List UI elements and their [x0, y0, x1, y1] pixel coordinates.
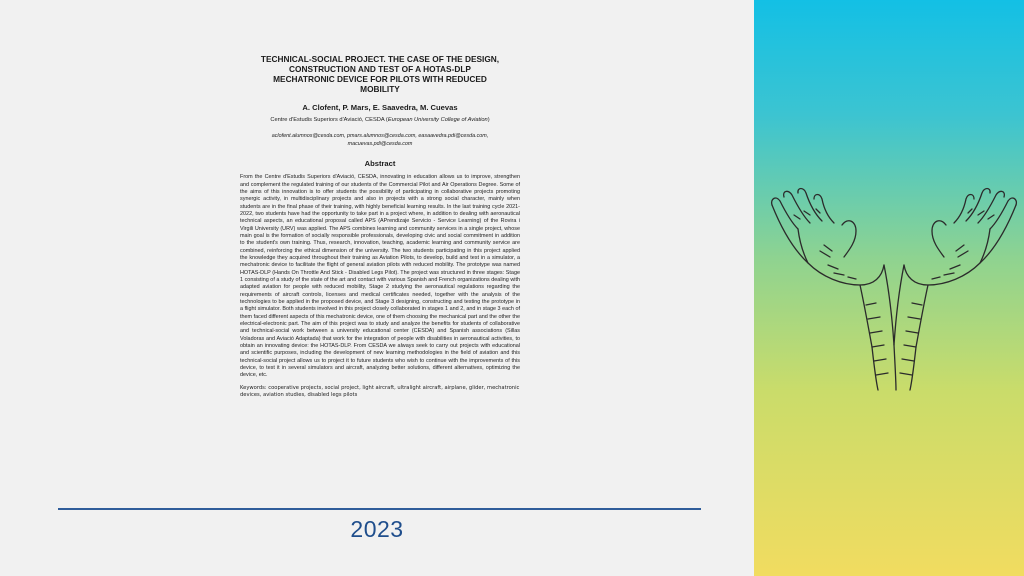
paper-keywords: Keywords: cooperative projects, social project, light aircraft, ultralight aircraft, airplane, glider, mechatronic devices, aviation studies, disabled legs pilots [240, 384, 520, 399]
paper-title [246, 54, 514, 94]
hands-illustration-icon [764, 185, 1024, 395]
paper-abstract-page [240, 50, 520, 470]
abstract-heading: Abstract [364, 159, 396, 169]
paper-title-line: CONSTRUCTION AND TEST OF A HOTAS-DLP [289, 64, 471, 74]
right-hand [894, 189, 1016, 391]
gradient-side-panel [754, 0, 1024, 576]
paper-title-line: TECHNICAL-SOCIAL PROJECT. THE CASE OF THE DESIGN, [260, 54, 500, 64]
affiliation-italic: European University College of Aviation [387, 117, 488, 123]
paper-title-line: MOBILITY [360, 84, 400, 94]
paper-affiliation [240, 117, 520, 123]
affiliation-text: Centre d'Estudis Superiors d'Aviació, CESDA ( [270, 117, 388, 123]
left-hand [772, 189, 896, 391]
emails-line: macuevas.pdi@cesda.com [347, 140, 413, 147]
emails-line: aclofent.alumnos@cesda.com, pmars.alumnos@cesda.com, easaavedra.pdi@cesda.com, [271, 133, 489, 139]
paper-authors: A. Clofent, P. Mars, E. Saavedra, M. Cuevas [302, 103, 458, 112]
divider-line [58, 508, 701, 510]
abstract-body: From the Centre d'Estudis Superiors d'Aviació, CESDA, innovating in education allows us to improve, strengthen and complement the regulated training of our students of the Commercial Pilot and Air Operations Degree. Some of the aims of this innovation is to offer students the possibility of participating in collaborative projects promoting synergic activity, in multidisciplinary projects and also in projects with a strong social character, mainly when students are in the final phase of their training, with highly beneficial learning results. In the last training cycle 2021-2022, two students have had the opportunity to take part in a project where, in addition to dealing with aeronautical technical aspects, an educational proposal called APS (APrendizaje Servicio - Service Learning) of the Rovira i Virgili University (URV) was applied. The APS combines learning and community services in a single project, whose main goal is the formation of socially responsible professionals, developing civic and social commitment in addition to the student's own training. Thus, research, innovation, teaching, academic learning and community service are combined, reinforcing the ethical dimension of the university. The two students participating in this project applied the knowledge they acquired throughout their training as Aviation Pilots, to develop, build and test in a simulator, a mechatronic device to facilitate the flight of general aviation pilots with reduced mobility. The prototype was named HOTAS-DLP (Hands On Throttle And Stick - Disabled Legs Pilot). The project was structured in three stages: Stage 1 consisting of a study of the state of the art and contact with various Spanish and French organizations dealing with adapted aviation for people with reduced mobility, Stage 2 studying the aeronautical regulations regarding the requirements of aircraft controls, licenses and medical certificates needed, together with the analysis of the technologies to be applied in the proposed device, and Stage 3 designing, constructing and testing the prototype in a flight simulator. Both students involved in this project closely collaborated in stages 1 and 2, and in stage 3 each of them faced different aspects of this mechatronic device, one of them choosing the mechanical part and the other the electrical-electronic part. The aim of this project was to study and analyze the benefits for students of collaborative and technical-social work between a university educational center (CESDA) and Spanish associations (Sillas Voladoras and Aviació Adaptada) that work for the integration of people with disabilities in aeronautical activities, to obtain an innovating device: the HOTAS-DLP. From CESDA we always seek to carry out projects with educational and scientific purposes, including the development of new learning methodologies in the field of aviation and this technical-social project allows us to project it to future students who wish to continue with the improvements of this device, to test it in several simulators and aircraft, analyzing better solutions, different alternatives, optimizing the device, etc. [240, 174, 520, 379]
year-label: 2023 [350, 516, 404, 542]
paper-title-line: MECHATRONIC DEVICE FOR PILOTS WITH REDUCED [273, 74, 487, 84]
paper-emails [240, 133, 520, 148]
affiliation-end: ) [487, 117, 490, 123]
